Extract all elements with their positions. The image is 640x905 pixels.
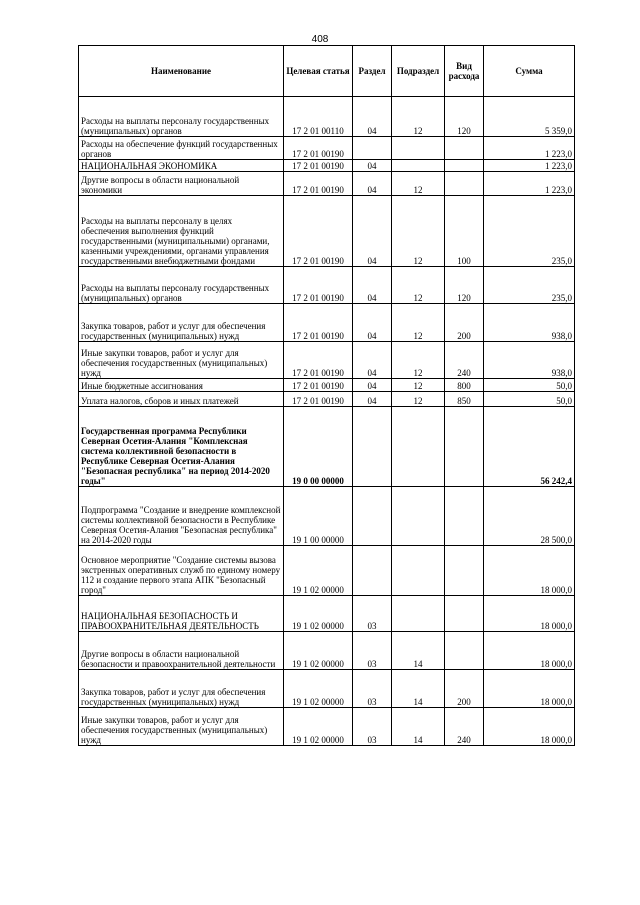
table-row — [79, 172, 575, 196]
table-row — [79, 196, 575, 267]
row-section — [353, 407, 392, 487]
row-sum: 938,0 — [484, 342, 575, 379]
header-expense-kind: Вид расхода — [445, 46, 484, 97]
row-sum: 50,0 — [484, 379, 575, 392]
row-target-article: 17 2 01 00190 — [284, 196, 353, 267]
row-section: 03 — [353, 708, 392, 746]
row-section: 04 — [353, 342, 392, 379]
row-sum: 18 000,0 — [484, 632, 575, 670]
row-expense-kind: 850 — [445, 392, 484, 407]
row-subsection — [392, 546, 445, 596]
row-name: Иные закупки товаров, работ и услуг для обеспечения государственных (муниципальных) нужд — [79, 708, 284, 746]
row-expense-kind — [445, 160, 484, 172]
row-name: Закупка товаров, работ и услуг для обеспечения государственных (муниципальных) нужд — [79, 304, 284, 342]
row-sum: 18 000,0 — [484, 670, 575, 708]
row-name: Подпрограмма "Создание и внедрение комплексной системы коллективной безопасности в Республике Северная Осетия-Алания "Безопасная республика" на 2014-2020 годы — [79, 487, 284, 546]
row-name: Другие вопросы в области национальной безопасности и правоохранительной деятельности — [79, 632, 284, 670]
row-sum: 50,0 — [484, 392, 575, 407]
row-target-article: 19 1 00 00000 — [284, 487, 353, 546]
row-expense-kind: 100 — [445, 196, 484, 267]
row-subsection: 12 — [392, 196, 445, 267]
row-sum: 56 242,4 — [484, 407, 575, 487]
header-name: Наименование — [79, 46, 284, 97]
row-section: 04 — [353, 160, 392, 172]
row-subsection: 12 — [392, 392, 445, 407]
table-header-row — [79, 46, 575, 97]
row-name: Другие вопросы в области национальной экономики — [79, 172, 284, 196]
row-name: Основное мероприятие "Создание системы вызова экстренных оперативных служб по единому номеру 112 и создание первого этапа АПК "Безопасный город" — [79, 546, 284, 596]
header-section: Раздел — [353, 46, 392, 97]
row-expense-kind — [445, 596, 484, 632]
row-subsection: 12 — [392, 267, 445, 304]
row-sum: 1 223,0 — [484, 172, 575, 196]
row-target-article: 17 2 01 00110 — [284, 97, 353, 137]
row-sum: 235,0 — [484, 267, 575, 304]
row-name: Иные бюджетные ассигнования — [79, 379, 284, 392]
row-target-article: 19 1 02 00000 — [284, 708, 353, 746]
row-subsection: 12 — [392, 304, 445, 342]
header-subsection: Подраздел — [392, 46, 445, 97]
row-sum: 1 223,0 — [484, 137, 575, 160]
header-target-article: Целевая статья — [284, 46, 353, 97]
table-row — [79, 160, 575, 172]
budget-table — [78, 45, 575, 746]
table-row — [79, 379, 575, 392]
row-subsection: 14 — [392, 708, 445, 746]
table-row — [79, 632, 575, 670]
table-row — [79, 304, 575, 342]
row-section — [353, 546, 392, 596]
row-target-article: 19 0 00 00000 — [284, 407, 353, 487]
row-sum: 28 500,0 — [484, 487, 575, 546]
row-name: Государственная программа Республики Северная Осетия-Алания "Комплексная система коллективной безопасности в Республике Северная Осетия-Алания "Безопасная республика" на период 2014-2020 годы" — [79, 407, 284, 487]
row-subsection — [392, 487, 445, 546]
row-sum: 18 000,0 — [484, 546, 575, 596]
row-section: 04 — [353, 267, 392, 304]
row-target-article: 19 1 02 00000 — [284, 546, 353, 596]
row-section — [353, 137, 392, 160]
row-subsection — [392, 596, 445, 632]
row-section: 03 — [353, 670, 392, 708]
table-body — [79, 97, 575, 746]
row-target-article: 19 1 02 00000 — [284, 632, 353, 670]
row-section: 04 — [353, 392, 392, 407]
row-target-article: 17 2 01 00190 — [284, 304, 353, 342]
row-sum: 1 223,0 — [484, 160, 575, 172]
row-name: Расходы на обеспечение функций государственных органов — [79, 137, 284, 160]
row-target-article: 17 2 01 00190 — [284, 172, 353, 196]
row-target-article: 17 2 01 00190 — [284, 392, 353, 407]
row-target-article: 19 1 02 00000 — [284, 596, 353, 632]
row-section — [353, 487, 392, 546]
table-row — [79, 392, 575, 407]
row-subsection — [392, 137, 445, 160]
row-expense-kind: 200 — [445, 670, 484, 708]
row-expense-kind — [445, 172, 484, 196]
table-row — [79, 546, 575, 596]
row-subsection: 12 — [392, 97, 445, 137]
row-section: 04 — [353, 97, 392, 137]
row-subsection — [392, 160, 445, 172]
row-name: Уплата налогов, сборов и иных платежей — [79, 392, 284, 407]
row-name: Расходы на выплаты персоналу государственных (муниципальных) органов — [79, 97, 284, 137]
row-expense-kind: 120 — [445, 97, 484, 137]
table-row — [79, 670, 575, 708]
row-name: Закупка товаров, работ и услуг для обеспечения государственных (муниципальных) нужд — [79, 670, 284, 708]
row-sum: 235,0 — [484, 196, 575, 267]
page-number: 408 — [311, 34, 329, 45]
row-name: НАЦИОНАЛЬНАЯ ЭКОНОМИКА — [79, 160, 284, 172]
table-row — [79, 137, 575, 160]
row-sum: 938,0 — [484, 304, 575, 342]
table-row — [79, 708, 575, 746]
row-expense-kind: 240 — [445, 708, 484, 746]
table-row — [79, 97, 575, 137]
row-target-article: 17 2 01 00190 — [284, 267, 353, 304]
table-row — [79, 487, 575, 546]
row-expense-kind — [445, 632, 484, 670]
row-section: 04 — [353, 304, 392, 342]
row-subsection: 14 — [392, 670, 445, 708]
row-name: НАЦИОНАЛЬНАЯ БЕЗОПАСНОСТЬ И ПРАВООХРАНИТЕЛЬНАЯ ДЕЯТЕЛЬНОСТЬ — [79, 596, 284, 632]
row-subsection: 12 — [392, 379, 445, 392]
row-name: Расходы на выплаты персоналу в целях обеспечения выполнения функций государственными (муниципальными) органами, казенными учреждениями, органами управления государственными внебюджетными фондами — [79, 196, 284, 267]
table-row — [79, 342, 575, 379]
row-sum: 18 000,0 — [484, 708, 575, 746]
row-section: 03 — [353, 596, 392, 632]
row-expense-kind — [445, 407, 484, 487]
row-expense-kind: 240 — [445, 342, 484, 379]
header-sum: Сумма — [484, 46, 575, 97]
row-sum: 5 359,0 — [484, 97, 575, 137]
row-subsection — [392, 407, 445, 487]
row-expense-kind — [445, 137, 484, 160]
row-section: 04 — [353, 379, 392, 392]
row-target-article: 17 2 01 00190 — [284, 160, 353, 172]
row-subsection: 12 — [392, 342, 445, 379]
row-sum: 18 000,0 — [484, 596, 575, 632]
row-section: 04 — [353, 172, 392, 196]
table-row — [79, 596, 575, 632]
row-expense-kind — [445, 546, 484, 596]
row-name: Расходы на выплаты персоналу государственных (муниципальных) органов — [79, 267, 284, 304]
row-target-article: 19 1 02 00000 — [284, 670, 353, 708]
row-subsection: 14 — [392, 632, 445, 670]
row-section: 04 — [353, 196, 392, 267]
row-target-article: 17 2 01 00190 — [284, 379, 353, 392]
row-subsection: 12 — [392, 172, 445, 196]
row-expense-kind: 200 — [445, 304, 484, 342]
table-row — [79, 407, 575, 487]
row-section: 03 — [353, 632, 392, 670]
row-expense-kind: 800 — [445, 379, 484, 392]
row-name: Иные закупки товаров, работ и услуг для обеспечения государственных (муниципальных) нужд — [79, 342, 284, 379]
row-target-article: 17 2 01 00190 — [284, 137, 353, 160]
row-target-article: 17 2 01 00190 — [284, 342, 353, 379]
row-expense-kind: 120 — [445, 267, 484, 304]
row-expense-kind — [445, 487, 484, 546]
table-row — [79, 267, 575, 304]
